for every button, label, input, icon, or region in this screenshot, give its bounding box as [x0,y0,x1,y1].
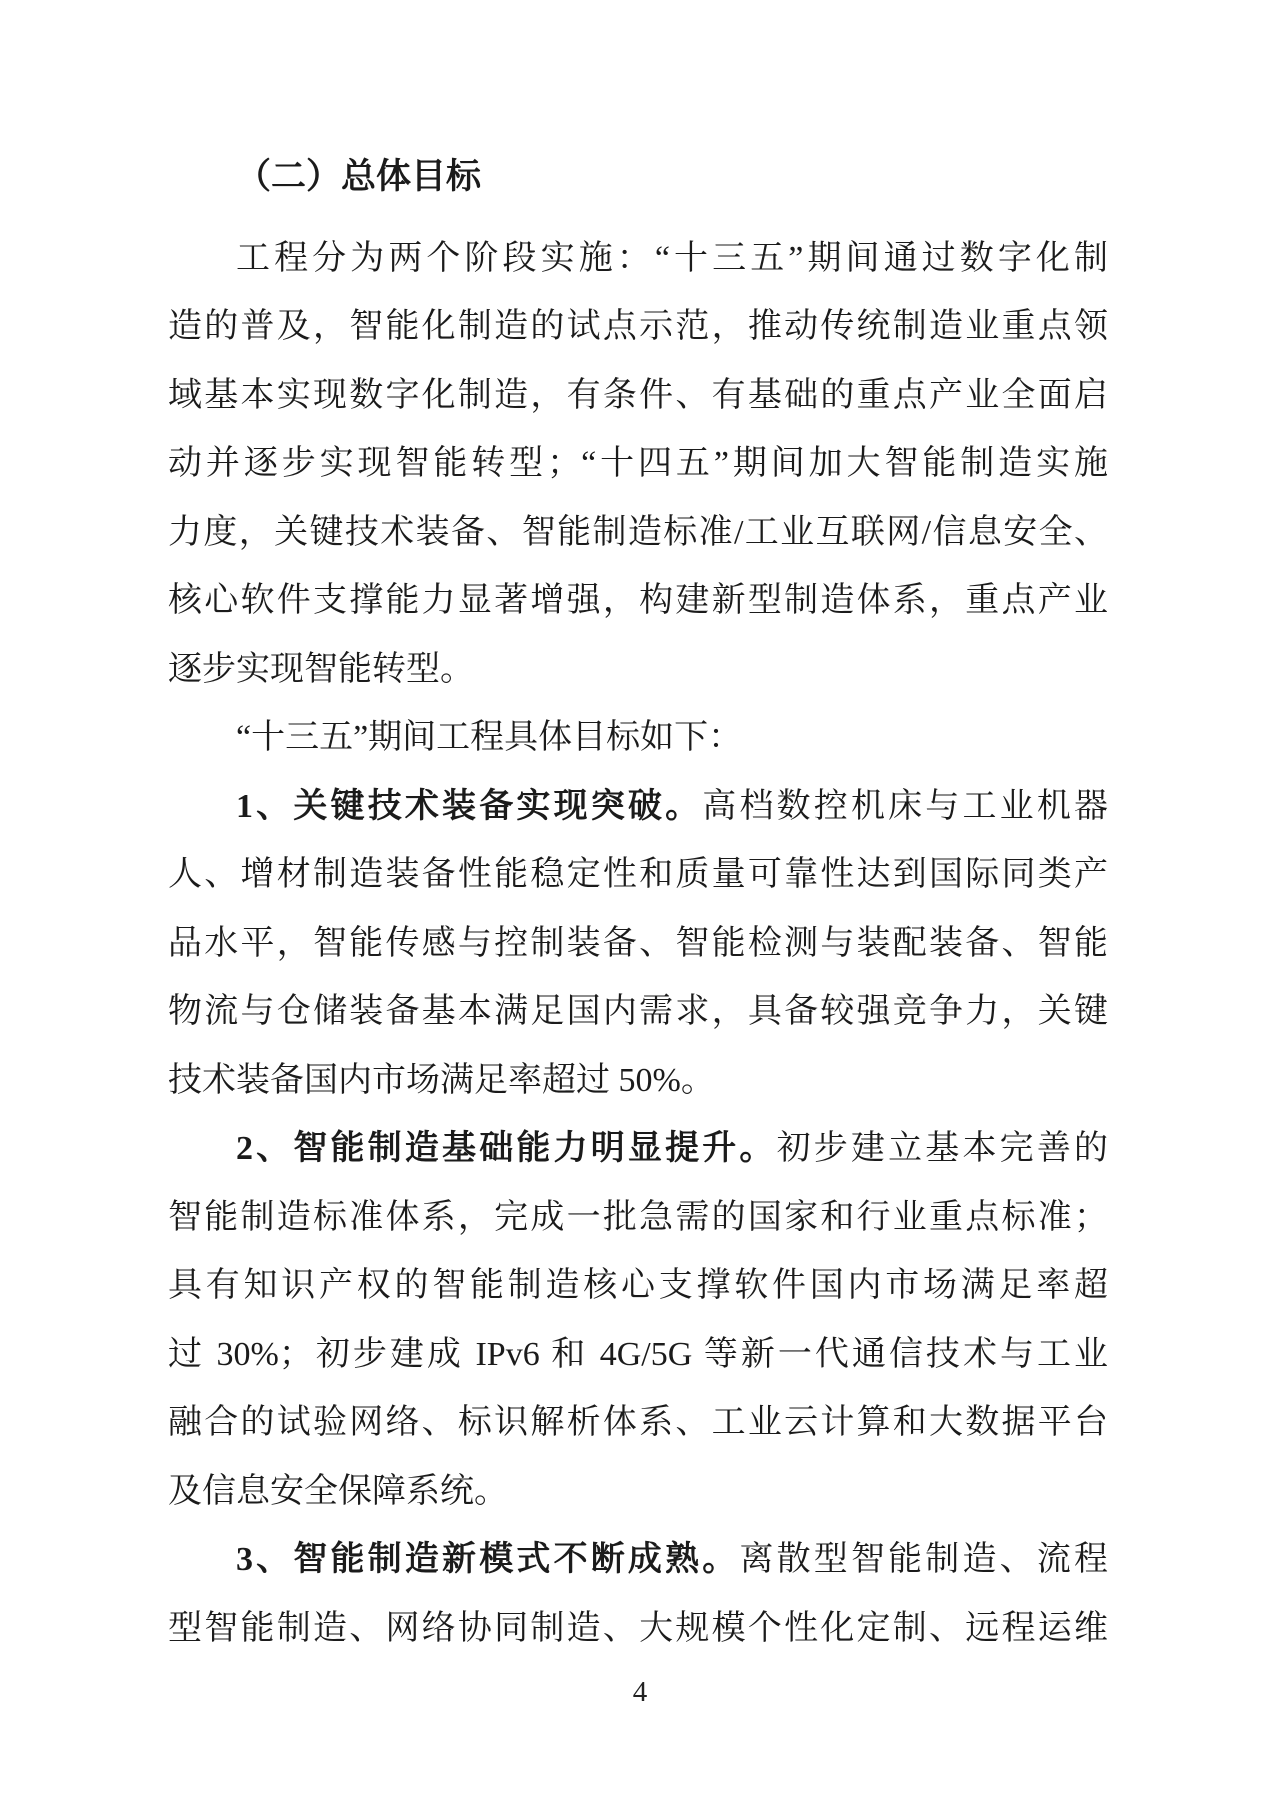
body-line [168,362,1108,431]
document-body [168,225,1108,1664]
body-line [168,1458,1108,1527]
section-heading: （二）总体目标 [236,157,482,196]
line-text: 初步建立基本完善的 [776,1130,1108,1167]
body-line [168,910,1108,979]
body-line [168,1595,1108,1664]
line-text: 离散型智能制造、流程 [739,1541,1108,1578]
body-line [168,293,1108,362]
body-line [168,1115,1108,1184]
line-text: 融合的试验网络、标识解析体系、工业云计算和大数据平台 [168,1404,1108,1441]
line-text: 品水平，智能传感与控制装备、智能检测与装配装备、智能 [168,924,1108,962]
body-line [168,567,1108,636]
body-line [168,636,1108,705]
body-line [168,1321,1108,1390]
line-text: 域基本实现数字化制造，有条件、有基础的重点产业全面启 [168,376,1108,414]
line-text: “十三五”期间工程具体目标如下： [236,719,743,756]
numbered-goal-lead: 1、关键技术装备实现突破。 [236,787,703,825]
body-line [168,1389,1108,1458]
page-footer [0,1672,1280,1712]
line-text: 物流与仓储装备基本满足国内需求，具备较强竞争力，关键 [168,993,1108,1030]
line-text: 过 30%；初步建成 IPv6 和 4G/5G 等新一代通信技术与工业 [168,1335,1108,1373]
line-text: 智能制造标准体系，完成一批急需的国家和行业重点标准； [168,1198,1108,1236]
body-line [168,430,1108,499]
body-line [168,1252,1108,1321]
numbered-goal-lead: 2、智能制造基础能力明显提升。 [236,1130,777,1167]
line-text: 人、增材制造装备性能稳定性和质量可靠性达到国际同类产 [168,856,1108,893]
body-line [168,704,1108,773]
body-line [168,1526,1108,1595]
body-line [168,978,1108,1047]
line-text: 造的普及，智能化制造的试点示范，推动传统制造业重点领 [168,308,1108,345]
line-text: 型智能制造、网络协同制造、大规模个性化定制、远程运维 [168,1609,1108,1647]
numbered-goal-lead: 3、智能制造新模式不断成熟。 [236,1541,740,1578]
line-text: 及信息安全保障系统。 [168,1472,508,1510]
body-line [168,841,1108,910]
page-number: 4 [632,1676,648,1708]
line-text: 力度，关键技术装备、智能制造标准/工业互联网/信息安全、 [168,513,1108,551]
body-line [168,225,1108,294]
body-line [168,499,1108,568]
line-text: 具有知识产权的智能制造核心支撑软件国内市场满足率超 [168,1267,1108,1304]
body-line [168,1047,1108,1116]
line-text: 核心软件支撑能力显著增强，构建新型制造体系，重点产业 [168,582,1108,619]
line-text: 技术装备国内市场满足率超过 50%。 [168,1061,715,1099]
line-text: 工程分为两个阶段实施：“十三五”期间通过数字化制 [236,239,1108,277]
body-line [168,773,1108,842]
line-text: 动并逐步实现智能转型；“十四五”期间加大智能制造实施 [168,445,1108,482]
body-line [168,1184,1108,1253]
line-text: 逐步实现智能转型。 [168,650,474,688]
line-text: 高档数控机床与工业机器 [702,787,1108,825]
